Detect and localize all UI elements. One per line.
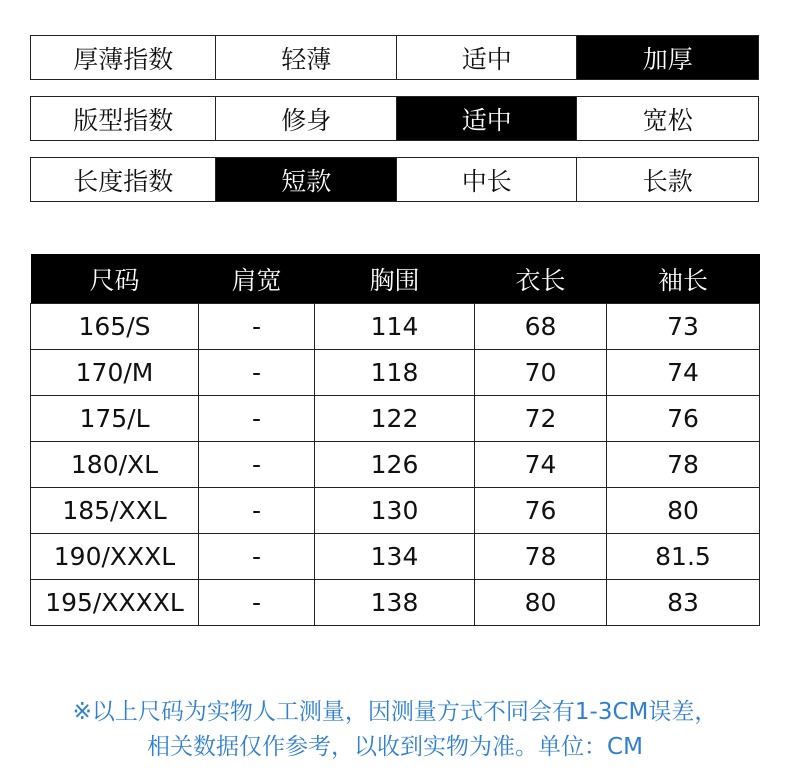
sleeve-cell: 78 [607,442,760,488]
table-row [31,488,760,534]
table-row [31,396,760,442]
length-cell: 72 [475,396,607,442]
shoulder-cell: - [199,534,315,580]
chest-cell: 126 [315,442,475,488]
sleeve-cell: 80 [607,488,760,534]
size-cell: 170/M [31,350,199,396]
shoulder-cell: - [199,580,315,626]
index-option: 长款 [642,166,693,196]
index-option-selected: 短款 [216,158,397,201]
table-row [31,304,760,350]
index-label: 版型指数 [31,97,216,140]
table-row [31,534,760,580]
index-option: 中长 [397,158,578,201]
shoulder-cell: - [199,304,315,350]
size-cell: 195/XXXXL [31,580,199,626]
table-row [31,580,760,626]
column-header-chest: 胸围 [315,254,475,304]
fit-index-row [30,96,759,141]
length-cell: 76 [475,488,607,534]
length-cell: 80 [475,580,607,626]
chest-cell: 118 [315,350,475,396]
index-option: 修身 [216,97,397,140]
index-label: 厚薄指数 [31,36,216,79]
table-header-row [31,254,760,304]
length-cell: 70 [475,350,607,396]
measurement-note-line-2: 相关数据仅作参考，以收到实物为准。单位：CM [147,734,643,760]
chest-cell: 130 [315,488,475,534]
column-header-length: 衣长 [475,254,607,304]
column-header-size: 尺码 [31,254,199,304]
index-option: 宽松 [642,105,693,135]
size-cell: 165/S [31,304,199,350]
sleeve-cell: 74 [607,350,760,396]
sleeve-cell: 76 [607,396,760,442]
chest-cell: 114 [315,304,475,350]
shoulder-cell: - [199,442,315,488]
chest-cell: 122 [315,396,475,442]
length-index-row [30,157,759,202]
index-option: 适中 [397,36,578,79]
chest-cell: 134 [315,534,475,580]
index-option-selected: 适中 [397,97,578,140]
index-option: 轻薄 [216,36,397,79]
chest-cell: 138 [315,580,475,626]
column-header-shoulder: 肩宽 [199,254,315,304]
shoulder-cell: - [199,488,315,534]
size-cell: 175/L [31,396,199,442]
column-header-sleeve: 袖长 [607,254,760,304]
table-row [31,350,760,396]
index-option-selected: 加厚 [577,36,758,79]
index-label: 长度指数 [31,158,216,201]
length-cell: 68 [475,304,607,350]
length-cell: 78 [475,534,607,580]
shoulder-cell: - [199,396,315,442]
table-row [31,442,760,488]
sleeve-cell: 73 [607,304,760,350]
length-cell: 74 [475,442,607,488]
size-cell: 185/XXL [31,488,199,534]
size-cell: 190/XXXL [31,534,199,580]
sleeve-cell: 83 [607,580,760,626]
sleeve-cell: 81.5 [607,534,760,580]
thickness-index-row [30,35,759,80]
size-cell: 180/XL [31,442,199,488]
shoulder-cell: - [199,350,315,396]
measurement-note-line-1: ※以上尺码为实物人工测量，因测量方式不同会有1-3CM误差， [72,699,718,725]
size-chart-table [30,254,760,626]
